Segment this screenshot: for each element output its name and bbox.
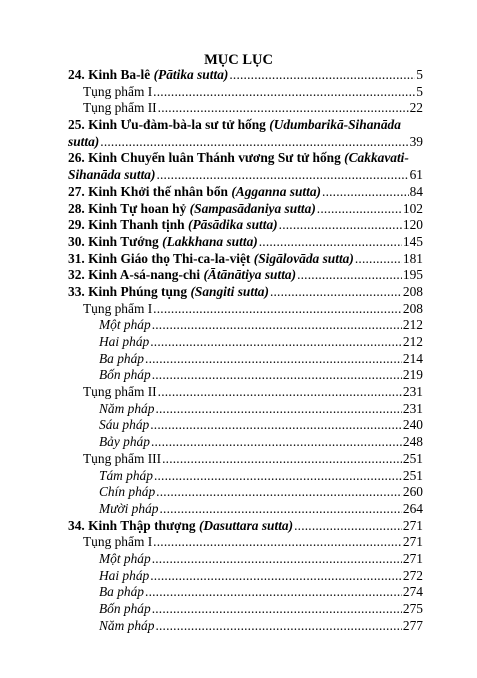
item-title: Hai pháp	[99, 567, 150, 583]
leader-dots	[151, 434, 402, 451]
entry-pali-title: (Sampasādaniya sutta)	[189, 200, 316, 216]
toc-item[interactable]	[68, 618, 423, 635]
leader-dots	[145, 584, 402, 601]
leader-dots	[294, 518, 402, 535]
leader-dots	[158, 384, 402, 401]
subentry-title: Tụng phẩm II	[83, 384, 157, 400]
leader-dots	[158, 100, 409, 117]
page-number: 212	[402, 317, 423, 333]
item-title: Một pháp	[99, 317, 151, 333]
entry-title: 30. Kinh Tướng	[68, 233, 159, 249]
page-number: 208	[402, 300, 423, 316]
toc-item[interactable]	[68, 334, 423, 351]
entry-label	[68, 217, 278, 234]
toc-item[interactable]	[68, 351, 423, 368]
leader-dots	[162, 451, 402, 468]
entry-title: 33. Kinh Phúng tụng	[68, 283, 188, 299]
page-number: 212	[402, 334, 423, 349]
subentry-title: Tụng phẩm I	[83, 83, 153, 99]
leader-dots	[355, 251, 402, 268]
leader-dots	[150, 417, 402, 434]
entry-pali-title: (Cakkavati-	[344, 150, 409, 166]
toc-entry[interactable]	[68, 284, 423, 301]
toc-item[interactable]	[68, 367, 423, 384]
entry-label	[68, 67, 228, 84]
toc-item[interactable]	[68, 317, 423, 334]
toc-entry-line[interactable]	[68, 117, 423, 134]
subentry-title: Tụng phẩm II	[83, 100, 157, 116]
page-number: 264	[402, 500, 423, 516]
leader-dots	[297, 267, 402, 284]
page-number: 84	[409, 183, 423, 199]
item-title: Một pháp	[99, 550, 151, 566]
leader-dots	[145, 351, 402, 368]
toc-item[interactable]	[68, 584, 423, 601]
page-number: 231	[402, 384, 423, 400]
page-number: 102	[402, 200, 423, 216]
page-number: 208	[402, 283, 423, 299]
entry-label	[68, 201, 316, 218]
page-number: 251	[402, 450, 423, 466]
entry-pali-title: (Sigālovāda sutta)	[253, 250, 354, 266]
leader-dots	[152, 317, 402, 334]
item-title: Bốn pháp	[99, 601, 151, 616]
page-number: 181	[402, 250, 423, 266]
toc-item[interactable]	[68, 484, 423, 501]
toc-entry[interactable]	[68, 201, 423, 218]
toc-subentry[interactable]	[68, 84, 423, 101]
entry-title: 32. Kinh A-sá-nang-chi	[68, 267, 201, 283]
toc-item[interactable]	[68, 551, 423, 568]
toc-entry[interactable]	[68, 67, 423, 84]
entry-pali-title: (Pāsādika sutta)	[187, 217, 278, 233]
entry-label	[68, 251, 354, 268]
item-title: Bảy pháp	[99, 434, 150, 450]
toc-subentry[interactable]	[68, 100, 423, 117]
page-number: 5	[416, 67, 423, 82]
entry-title: 27. Kinh Khởi thế nhân bổn	[68, 183, 228, 199]
entry-pali-title-cont: sutta)	[68, 133, 100, 149]
entry-title: 25. Kinh Ưu-đàm-bà-la sư tử hống	[68, 117, 266, 133]
entry-pali-title: (Sangiti sutta)	[190, 283, 269, 299]
table-of-contents	[68, 67, 423, 634]
page-number: 271	[402, 534, 423, 550]
page-number: 274	[402, 584, 423, 600]
page-number: 39	[409, 133, 423, 149]
item-title: Mười pháp	[99, 500, 159, 516]
entry-title: 28. Kinh Tự hoan hỷ	[68, 200, 187, 216]
toc-entry[interactable]	[68, 518, 423, 535]
entry-pali-title: (Dasuttara sutta)	[198, 517, 294, 533]
toc-item[interactable]	[68, 468, 423, 485]
toc-entry[interactable]	[68, 251, 423, 268]
subentry-title: Tụng phẩm I	[83, 300, 153, 316]
leader-dots	[270, 284, 402, 301]
page-number: 248	[402, 434, 423, 450]
page-number: 272	[402, 567, 423, 583]
entry-title: 24. Kinh Ba-lê	[68, 67, 151, 82]
entry-pali-title: (Pātika sutta)	[153, 67, 229, 82]
toc-item[interactable]	[68, 568, 423, 585]
leader-dots	[159, 501, 401, 518]
toc-subentry[interactable]	[68, 534, 423, 551]
leader-dots	[155, 401, 401, 418]
toc-entry[interactable]	[68, 184, 423, 201]
page-number: 195	[402, 267, 423, 283]
entry-title: 29. Kinh Thanh tịnh	[68, 217, 185, 233]
entry-label	[68, 184, 321, 201]
leader-dots	[152, 367, 402, 384]
entry-pali-title: (Agganna sutta)	[231, 183, 322, 199]
page-number: 251	[402, 467, 423, 483]
toc-item[interactable]	[68, 601, 423, 618]
page-number: 22	[409, 100, 423, 116]
leader-dots	[156, 484, 402, 501]
page-title: MỤC LỤC	[204, 52, 273, 68]
toc-item[interactable]	[68, 417, 423, 434]
leader-dots	[152, 601, 402, 618]
leader-dots	[322, 184, 409, 201]
item-title: Ba pháp	[99, 584, 145, 600]
leader-dots	[229, 67, 415, 84]
entry-pali-title: (Udumbarikā-Sihanāda	[269, 117, 401, 133]
toc-subentry[interactable]	[68, 301, 423, 318]
page-number: 275	[402, 601, 423, 616]
item-title: Ba pháp	[99, 350, 145, 366]
leader-dots	[150, 334, 402, 351]
item-title: Bốn pháp	[99, 367, 151, 383]
page-number: 61	[409, 167, 423, 183]
entry-label	[68, 284, 269, 301]
toc-subentry[interactable]	[68, 384, 423, 401]
subentry-title: Tụng phẩm I	[83, 534, 153, 550]
entry-pali-title: (Ātānātiya sutta)	[203, 267, 297, 283]
leader-dots	[150, 568, 402, 585]
page-number: 219	[402, 367, 423, 383]
entry-pali-title-cont: Sihanāda sutta)	[68, 167, 156, 183]
leader-dots	[152, 551, 402, 568]
item-title: Tám pháp	[99, 467, 153, 483]
page-number: 214	[402, 350, 423, 366]
item-title: Hai pháp	[99, 334, 150, 349]
leader-dots	[156, 167, 408, 184]
toc-entry-continuation[interactable]	[68, 134, 423, 151]
page-number: 231	[402, 400, 423, 416]
leader-dots	[100, 134, 408, 151]
item-title: Năm pháp	[99, 400, 155, 416]
toc-item[interactable]	[68, 434, 423, 451]
toc-entry[interactable]	[68, 234, 423, 251]
leader-dots	[153, 534, 402, 551]
entry-label	[68, 267, 296, 284]
leader-dots	[317, 201, 402, 218]
toc-item[interactable]	[68, 501, 423, 518]
page-number: 271	[402, 517, 423, 533]
entry-title: 34. Kinh Thập thượng	[68, 517, 196, 533]
toc-entry-continuation[interactable]	[68, 167, 423, 184]
leader-dots	[153, 301, 402, 318]
toc-entry[interactable]	[68, 267, 423, 284]
toc-entry-line[interactable]	[68, 150, 423, 167]
page-number: 260	[402, 484, 423, 500]
entry-title: 31. Kinh Giáo thọ Thi-ca-la-việt	[68, 250, 251, 266]
page-number: 120	[402, 217, 423, 233]
entry-title: 26. Kinh Chuyển luân Thánh vương Sư tử hống	[68, 150, 341, 166]
page-number: 277	[402, 617, 423, 633]
page-number: 145	[402, 233, 423, 249]
toc-subentry[interactable]	[68, 451, 423, 468]
entry-label	[68, 234, 258, 251]
subentry-title: Tụng phẩm III	[83, 450, 162, 466]
leader-dots	[155, 618, 401, 635]
page-number: 271	[402, 550, 423, 566]
leader-dots	[153, 84, 415, 101]
item-title: Chín pháp	[99, 484, 156, 500]
page-number: 240	[402, 417, 423, 433]
leader-dots	[154, 468, 402, 485]
page-number: 5	[416, 83, 423, 99]
leader-dots	[279, 217, 402, 234]
toc-item[interactable]	[68, 401, 423, 418]
entry-pali-title: (Lakkhana sutta)	[162, 233, 258, 249]
item-title: Năm pháp	[99, 617, 155, 633]
toc-entry[interactable]	[68, 217, 423, 234]
item-title: Sáu pháp	[99, 417, 150, 433]
leader-dots	[259, 234, 402, 251]
entry-label	[68, 518, 293, 535]
